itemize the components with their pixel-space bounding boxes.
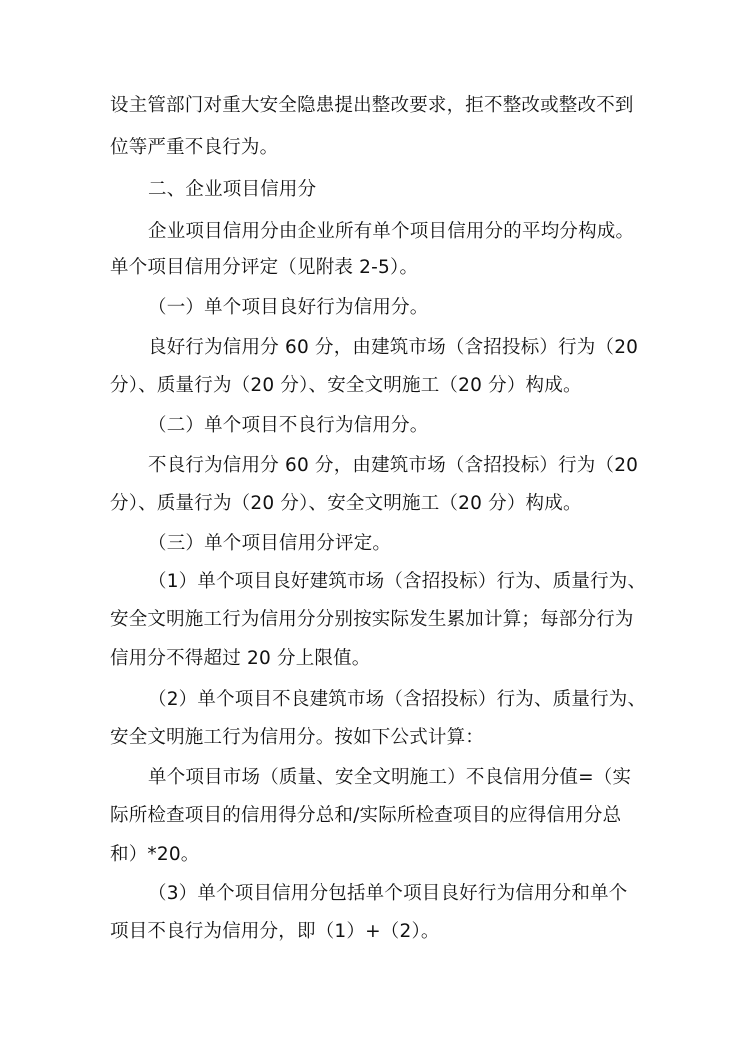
paragraph-line: 和）*20。 bbox=[110, 844, 200, 865]
paragraph-line: 设主管部门对重大安全隐患提出整改要求，拒不整改或整改不到 bbox=[110, 95, 634, 116]
paragraph-line: 信用分不得超过 20 分上限值。 bbox=[110, 648, 371, 669]
paragraph-line: 项目不良行为信用分，即（1）+（2）。 bbox=[110, 921, 440, 942]
paragraph-line: （1）单个项目良好建筑市场（含招投标）行为、质量行为、 bbox=[148, 571, 647, 592]
paragraph-line: 位等严重不良行为。 bbox=[110, 137, 279, 158]
paragraph-line: 分）、质量行为（20 分）、安全文明施工（20 分）构成。 bbox=[110, 493, 582, 514]
paragraph-line: 安全文明施工行为信用分。按如下公式计算： bbox=[110, 727, 485, 748]
paragraph-line: 不良行为信用分 60 分，由建筑市场（含招投标）行为（20 bbox=[148, 455, 639, 476]
subsection-heading: （三）单个项目信用分评定。 bbox=[148, 533, 392, 554]
paragraph-line: （2）单个项目不良建筑市场（含招投标）行为、质量行为、 bbox=[148, 689, 647, 710]
paragraph-line: 单个项目信用分评定（见附表 2-5）。 bbox=[110, 257, 419, 278]
paragraph-line: （3）单个项目信用分包括单个项目良好行为信用分和单个 bbox=[148, 883, 628, 904]
paragraph-line: 良好行为信用分 60 分，由建筑市场（含招投标）行为（20 bbox=[148, 337, 639, 358]
subsection-heading: （一）单个项目良好行为信用分。 bbox=[148, 297, 429, 318]
paragraph-line: 安全文明施工行为信用分分别按实际发生累加计算；每部分行为 bbox=[110, 609, 634, 630]
subsection-heading: （二）单个项目不良行为信用分。 bbox=[148, 415, 429, 436]
paragraph-line: 际所检查项目的信用得分总和/实际所检查项目的应得信用分总 bbox=[110, 805, 622, 826]
paragraph-line: 单个项目市场（质量、安全文明施工）不良信用分值=（实 bbox=[148, 767, 632, 788]
paragraph-line: 企业项目信用分由企业所有单个项目信用分的平均分构成。 bbox=[148, 221, 635, 242]
paragraph-line: 分）、质量行为（20 分）、安全文明施工（20 分）构成。 bbox=[110, 375, 582, 396]
section-heading: 二、企业项目信用分 bbox=[148, 179, 317, 200]
